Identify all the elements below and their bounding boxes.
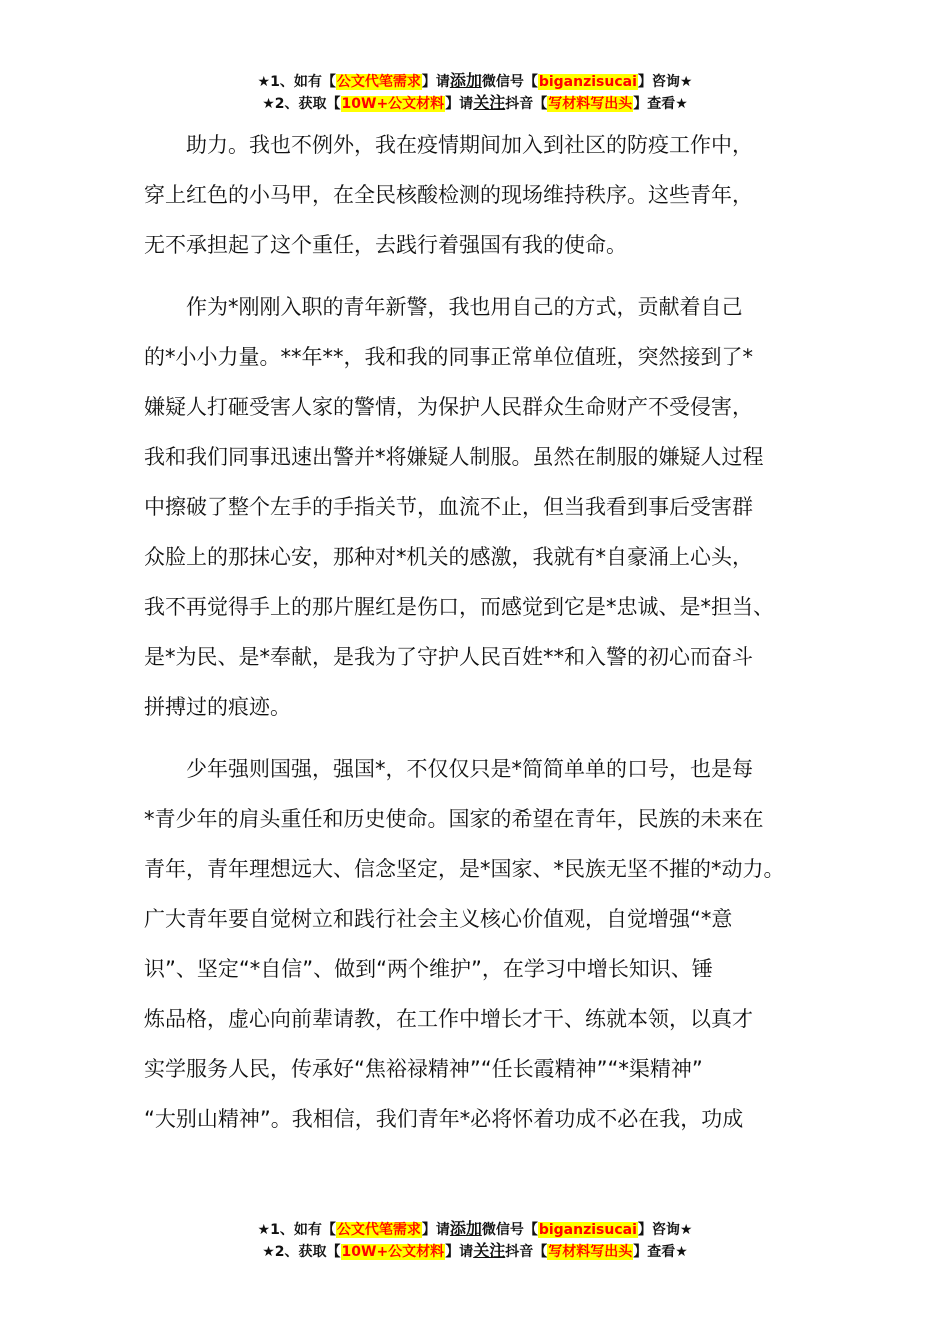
banner-text: 抖音【 [505, 96, 548, 112]
highlight-materials: 10W+公文材料 [341, 96, 445, 112]
banner-text: ★1、如有【 [257, 74, 336, 90]
underlined-word: 关注 [473, 1241, 506, 1260]
paragraph-2 [144, 282, 834, 732]
paragraph-1 [144, 120, 834, 270]
text-line: 助力。我也不例外，我在疫情期间加入到社区的防疫工作中， [144, 133, 753, 157]
text-line: 我不再觉得手上的那片腥红是伤口，而感觉到它是*忠诚、是*担当、 [144, 595, 774, 619]
text-line: 作为*刚刚入职的青年新警，我也用自己的方式，贡献着自己 [144, 295, 743, 319]
highlight-service: 公文代笔需求 [336, 1222, 421, 1238]
banner-text: 】查看★ [633, 1244, 688, 1260]
banner-line-1 [0, 1218, 950, 1240]
header-banner [0, 70, 950, 114]
underlined-word: 添加 [449, 1219, 482, 1238]
banner-line-2 [0, 92, 950, 114]
text-line: “大别山精神”。我相信，我们青年*必将怀着功成不必在我，功成 [144, 1107, 744, 1131]
text-line: 中擦破了整个左手的手指关节，血流不止，但当我看到事后受害群 [144, 495, 753, 519]
banner-text: ★2、获取【 [262, 96, 341, 112]
text-line: 拼搏过的痕迹。 [144, 695, 291, 719]
text-line: 我和我们同事迅速出警并*将嫌疑人制服。虽然在制服的嫌疑人过程 [144, 445, 764, 469]
banner-line-1 [0, 70, 950, 92]
banner-text: ★1、如有【 [257, 1222, 336, 1238]
text-line: 嫌疑人打砸受害人家的警情，为保护人民群众生命财产不受侵害， [144, 395, 753, 419]
banner-text: 微信号【 [481, 1222, 538, 1238]
text-line: 无不承担起了这个重任，去践行着强国有我的使命。 [144, 233, 627, 257]
text-line: 实学服务人民，传承好“焦裕禄精神”“任长霞精神”“*渠精神” [144, 1057, 703, 1081]
banner-text: 】请 [445, 96, 474, 112]
banner-text: 微信号【 [481, 74, 538, 90]
text-line: 少年强则国强，强国*，不仅仅只是*简简单单的口号，也是每 [144, 757, 753, 781]
banner-text: ★2、获取【 [262, 1244, 341, 1260]
banner-text: 】请 [421, 74, 450, 90]
text-line: 的*小小力量。**年**，我和我的同事正常单位值班，突然接到了* [144, 345, 753, 369]
banner-text: 】请 [421, 1222, 450, 1238]
text-line: 众脸上的那抹心安，那种对*机关的感激，我就有*自豪涌上心头， [144, 545, 753, 569]
text-line: 青年，青年理想远大、信念坚定，是*国家、*民族无坚不摧的*动力。 [144, 857, 785, 881]
footer-banner [0, 1218, 950, 1262]
text-line: 识”、坚定“*自信”、做到“两个维护”，在学习中增长知识、锤 [144, 957, 713, 981]
highlight-wechat-id: biganzisucai [538, 1222, 637, 1238]
highlight-materials: 10W+公文材料 [341, 1244, 445, 1260]
highlight-service: 公文代笔需求 [336, 74, 421, 90]
underlined-word: 添加 [449, 71, 482, 90]
highlight-douyin-account: 写材料写出头 [548, 1244, 633, 1260]
text-line: 炼品格，虚心向前辈请教，在工作中增长才干、练就本领，以真才 [144, 1007, 753, 1031]
banner-line-2 [0, 1240, 950, 1262]
text-line: *青少年的肩头重任和历史使命。国家的希望在青年，民族的未来在 [144, 807, 764, 831]
highlight-wechat-id: biganzisucai [538, 74, 637, 90]
banner-text: 】咨询★ [637, 74, 693, 90]
text-line: 是*为民、是*奉献，是我为了守护人民百姓**和入警的初心而奋斗 [144, 645, 753, 669]
text-line: 广大青年要自觉树立和践行社会主义核心价值观，自觉增强“*意 [144, 907, 733, 931]
document-body [144, 120, 834, 1144]
banner-text: 】请 [445, 1244, 474, 1260]
highlight-douyin-account: 写材料写出头 [548, 96, 633, 112]
banner-text: 抖音【 [505, 1244, 548, 1260]
banner-text: 】查看★ [633, 96, 688, 112]
banner-text: 】咨询★ [637, 1222, 693, 1238]
text-line: 穿上红色的小马甲，在全民核酸检测的现场维持秩序。这些青年， [144, 183, 753, 207]
underlined-word: 关注 [473, 93, 506, 112]
paragraph-3 [144, 744, 834, 1144]
